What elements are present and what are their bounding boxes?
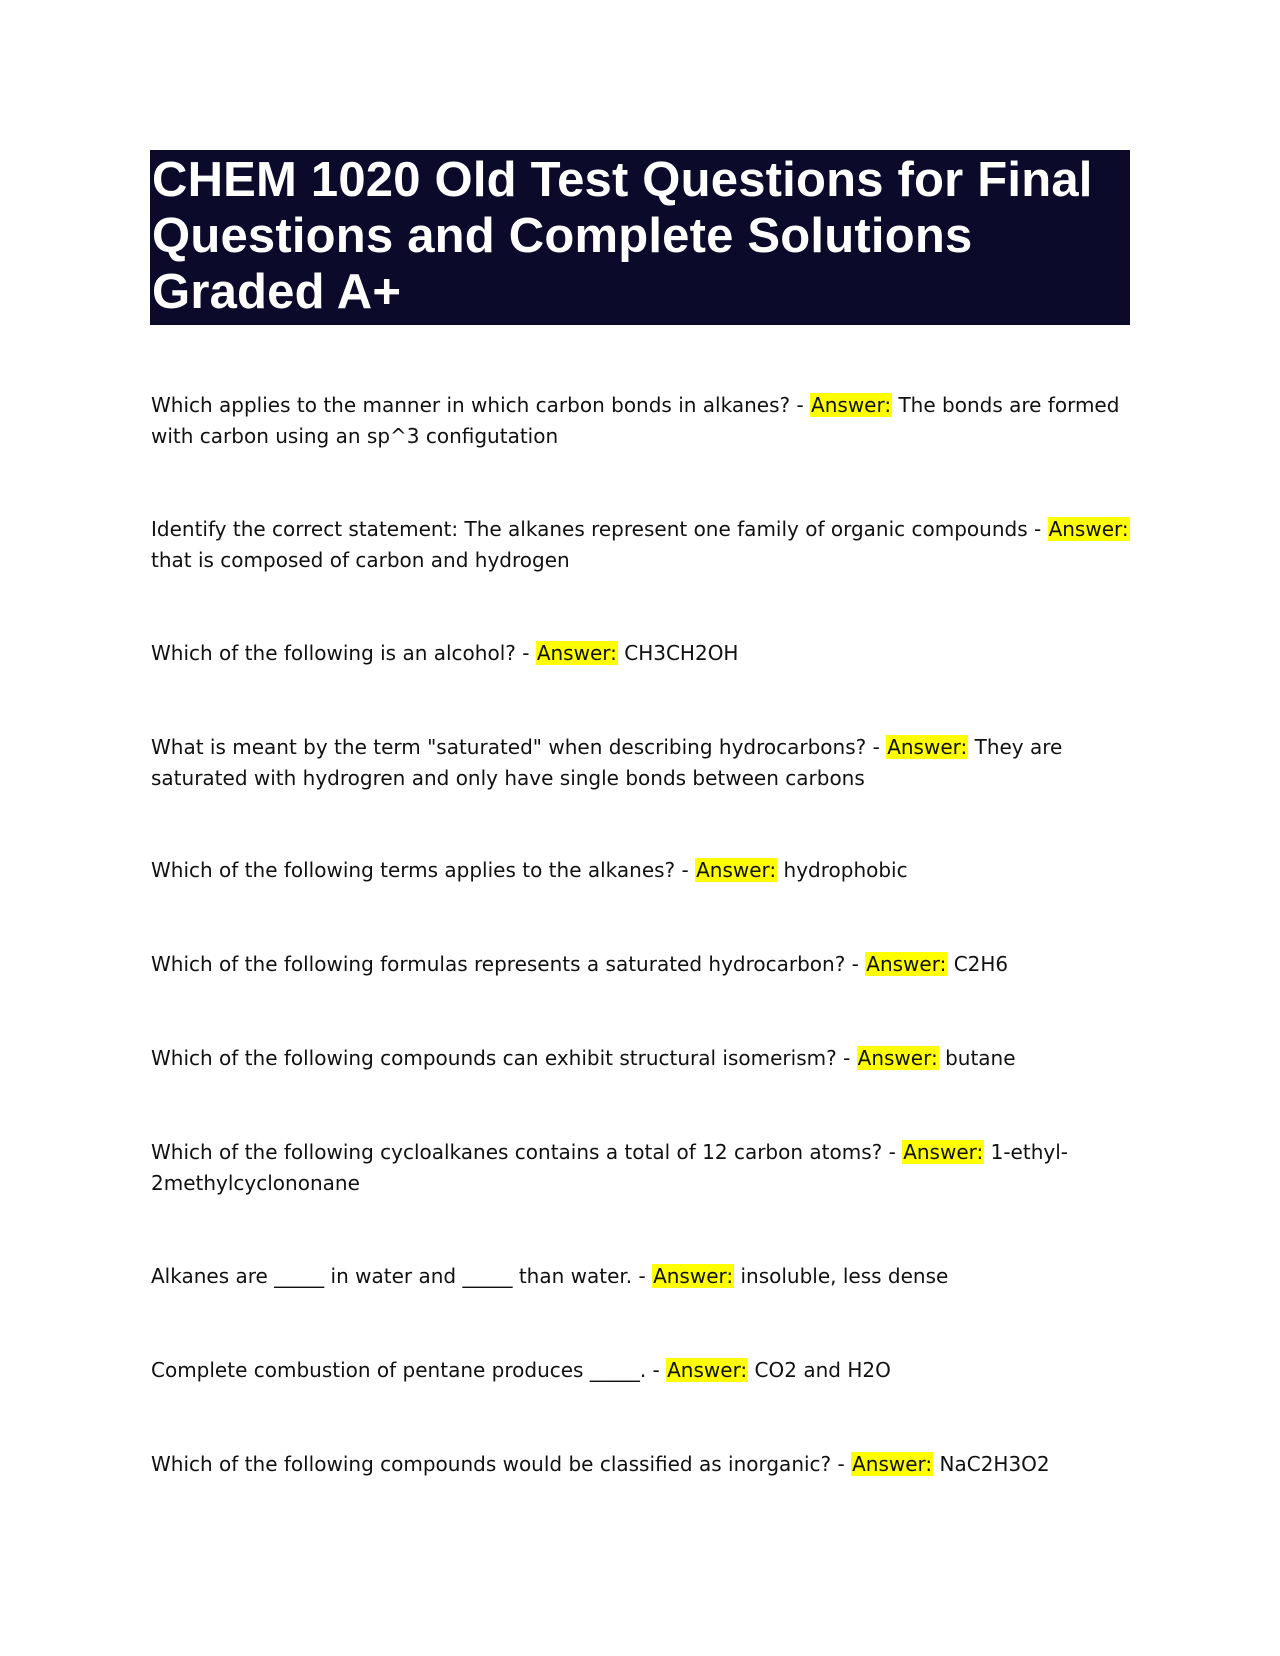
question-text: Alkanes are _____ in water and _____ than water. [151,1264,633,1288]
document-title: CHEM 1020 Old Test Questions for Final Questions and Complete Solutions Graded A+ [152,153,1093,319]
question-text: What is meant by the term "saturated" when describing hydrocarbons? [151,735,867,759]
answer-text: The bonds are formed with carbon using an sp^3 configutation [151,393,1120,448]
answer-label: Answer: [887,735,968,759]
answer-text: CH3CH2OH [624,641,739,665]
answer-label: Answer: [667,1358,748,1382]
answer-label: Answer: [653,1264,734,1288]
qa-item [151,1137,1136,1199]
qa-item [151,732,1136,794]
separator: - [836,1046,857,1070]
answer-label: Answer: [696,858,777,882]
answer-text: 1-ethyl-2methylcyclononane [151,1140,1068,1195]
qa-item [151,1043,1136,1074]
separator: - [1027,517,1048,541]
question-text: Which of the following terms applies to the alkanes? [151,858,676,882]
answer-text: hydrophobic [783,858,908,882]
qa-item [151,1449,1136,1480]
qa-item [151,514,1136,576]
qa-item [151,1261,1136,1292]
separator: - [675,858,696,882]
answer-label: Answer: [866,952,947,976]
question-text: Which applies to the manner in which carbon bonds in alkanes? [151,393,791,417]
question-text: Which of the following is an alcohol? [151,641,516,665]
question-text: Which of the following compounds can exhibit structural isomerism? [151,1046,837,1070]
answer-text: butane [945,1046,1016,1070]
separator: - [845,952,866,976]
separator: - [646,1358,667,1382]
question-text: Which of the following compounds would be classified as inorganic? [151,1452,832,1476]
title-banner [150,150,1130,325]
answer-label: Answer: [1048,517,1129,541]
question-text: Which of the following formulas represents a saturated hydrocarbon? [151,952,846,976]
qa-item [151,855,1136,886]
separator: - [882,1140,903,1164]
qa-item [151,1355,1136,1386]
separator: - [632,1264,653,1288]
separator: - [790,393,811,417]
answer-label: Answer: [903,1140,984,1164]
answer-text: CO2 and H2O [754,1358,891,1382]
answer-label: Answer: [852,1452,933,1476]
answer-text: NaC2H3O2 [939,1452,1050,1476]
answer-text: They are saturated with hydrogren and only have single bonds between carbons [151,735,1063,790]
question-text: Which of the following cycloalkanes contains a total of 12 carbon atoms? [151,1140,883,1164]
answer-text: C2H6 [953,952,1009,976]
question-text: Complete combustion of pentane produces _____. [151,1358,647,1382]
answer-label: Answer: [536,641,617,665]
qa-item [151,949,1136,980]
qa-item [151,390,1136,452]
answer-label: Answer: [857,1046,938,1070]
answer-text: insoluble, less dense [740,1264,949,1288]
question-text: Identify the correct statement: The alkanes represent one family of organic compounds [151,517,1028,541]
separator: - [866,735,887,759]
separator: - [515,641,536,665]
qa-item [151,638,1136,669]
answer-text: that is composed of carbon and hydrogen [151,548,570,572]
separator: - [831,1452,852,1476]
answer-label: Answer: [811,393,892,417]
